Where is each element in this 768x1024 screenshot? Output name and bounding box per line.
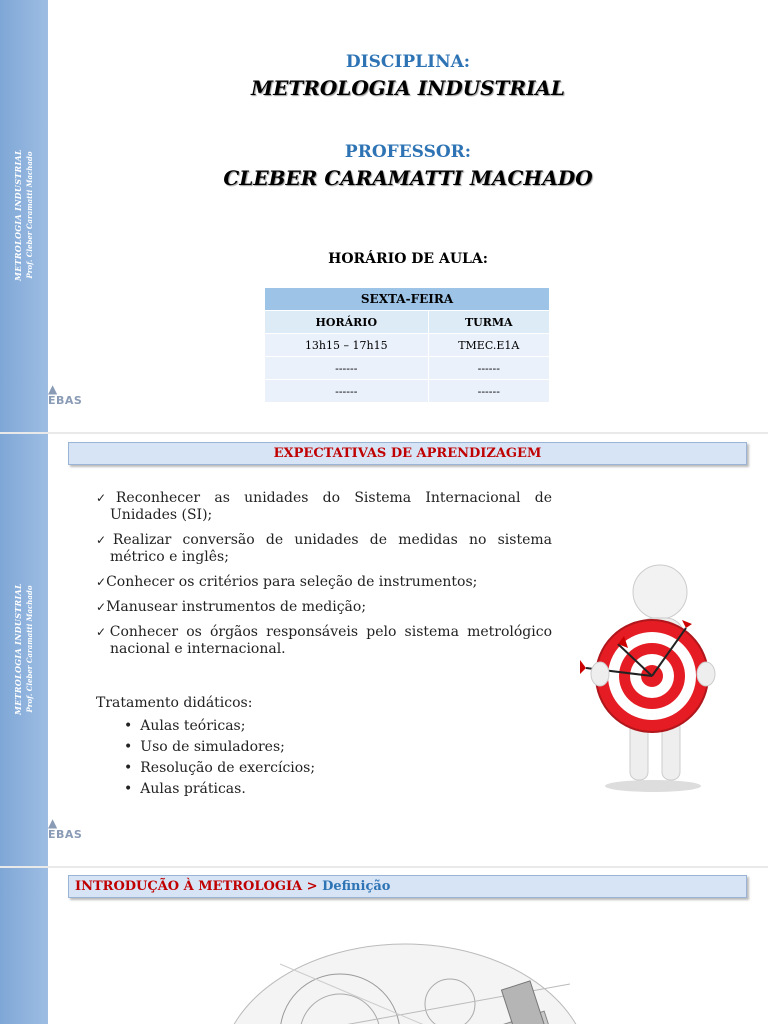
- banner-sub-text: Definição: [322, 879, 391, 894]
- check-icon: ✓: [96, 625, 110, 639]
- caliper-photo: [220, 924, 590, 1024]
- slide-1: [0, 0, 768, 432]
- sidebar-title: METROLOGIA INDUSTRIAL: [13, 149, 23, 281]
- sidebar-title: METROLOGIA INDUSTRIAL: [13, 583, 23, 715]
- list-item: [96, 624, 552, 658]
- goal-text: Conhecer os critérios para seleção de instrumentos;: [106, 574, 478, 590]
- tratamento-list: [124, 716, 315, 800]
- school-logo: [46, 382, 106, 418]
- professor-value: CLEBER CARAMATTI MACHADO: [223, 166, 593, 190]
- check-icon: ✓: [96, 600, 107, 614]
- disciplina-label: DISCIPLINA:: [345, 52, 471, 72]
- logo-mark-icon: ▲: [48, 816, 58, 830]
- sidebar-caption: [13, 149, 35, 281]
- target-figure-image: [578, 564, 718, 794]
- slide-3: [0, 868, 768, 1024]
- table-row: [265, 357, 550, 380]
- introducao-banner: [68, 875, 747, 898]
- table-cell: TMEC.E1A: [428, 334, 549, 357]
- horario-label: HORÁRIO DE AULA:: [328, 251, 488, 267]
- list-item: [96, 574, 552, 591]
- table-row: [265, 334, 550, 357]
- list-item: [96, 599, 552, 616]
- logo-name: EBAS: [48, 828, 83, 841]
- list-item: [96, 532, 552, 566]
- sidebar-author: Prof. Cleber Caramatti Machado: [25, 585, 34, 713]
- table-col-horario: HORÁRIO: [265, 311, 429, 334]
- goal-text: Realizar conversão de unidades de medidas no sistema métrico e inglês;: [110, 532, 552, 565]
- disciplina-value: METROLOGIA INDUSTRIAL: [250, 76, 565, 100]
- schedule-table: [264, 287, 550, 403]
- professor-label: PROFESSOR:: [344, 142, 472, 162]
- slide-2: [0, 434, 768, 866]
- goal-text: Conhecer os órgãos responsáveis pelo sistema metrológico nacional e internacional.: [109, 624, 552, 657]
- list-item: • Aulas práticas.: [124, 779, 315, 800]
- check-icon: ✓: [96, 491, 116, 505]
- sidebar-caption: [13, 583, 35, 715]
- banner-main-text: INTRODUÇÃO À METROLOGIA: [75, 879, 303, 894]
- table-day-header: SEXTA-FEIRA: [265, 288, 550, 311]
- check-icon: ✓: [96, 575, 107, 589]
- slide-sidebar: [0, 434, 48, 866]
- list-item: • Uso de simuladores;: [124, 737, 315, 758]
- logo-mark-icon: ▲: [48, 382, 58, 396]
- table-cell: ------: [428, 357, 549, 380]
- table-cell: ------: [265, 357, 429, 380]
- goals-list: [96, 490, 552, 666]
- goal-text: Reconhecer as unidades do Sistema Internacional de Unidades (SI);: [110, 490, 552, 523]
- sidebar-author: Prof. Cleber Caramatti Machado: [25, 151, 34, 279]
- tratamento-label: Tratamento didáticos:: [96, 695, 253, 711]
- list-item: • Resolução de exercícios;: [124, 758, 315, 779]
- list-item: [96, 490, 552, 524]
- school-logo: [46, 816, 106, 852]
- table-cell: ------: [428, 380, 549, 403]
- table-row: [265, 380, 550, 403]
- slide-sidebar: [0, 0, 48, 432]
- logo-name: EBAS: [48, 394, 83, 407]
- banner-separator: >: [302, 879, 323, 894]
- table-cell: 13h15 – 17h15: [265, 334, 429, 357]
- check-icon: ✓: [96, 533, 113, 547]
- goal-text: Manusear instrumentos de medição;: [106, 599, 367, 615]
- slide-sidebar: [0, 868, 48, 1024]
- list-item: • Aulas teóricas;: [124, 716, 315, 737]
- table-col-turma: TURMA: [428, 311, 549, 334]
- expectativas-banner: EXPECTATIVAS DE APRENDIZAGEM: [68, 442, 747, 465]
- table-cell: ------: [265, 380, 429, 403]
